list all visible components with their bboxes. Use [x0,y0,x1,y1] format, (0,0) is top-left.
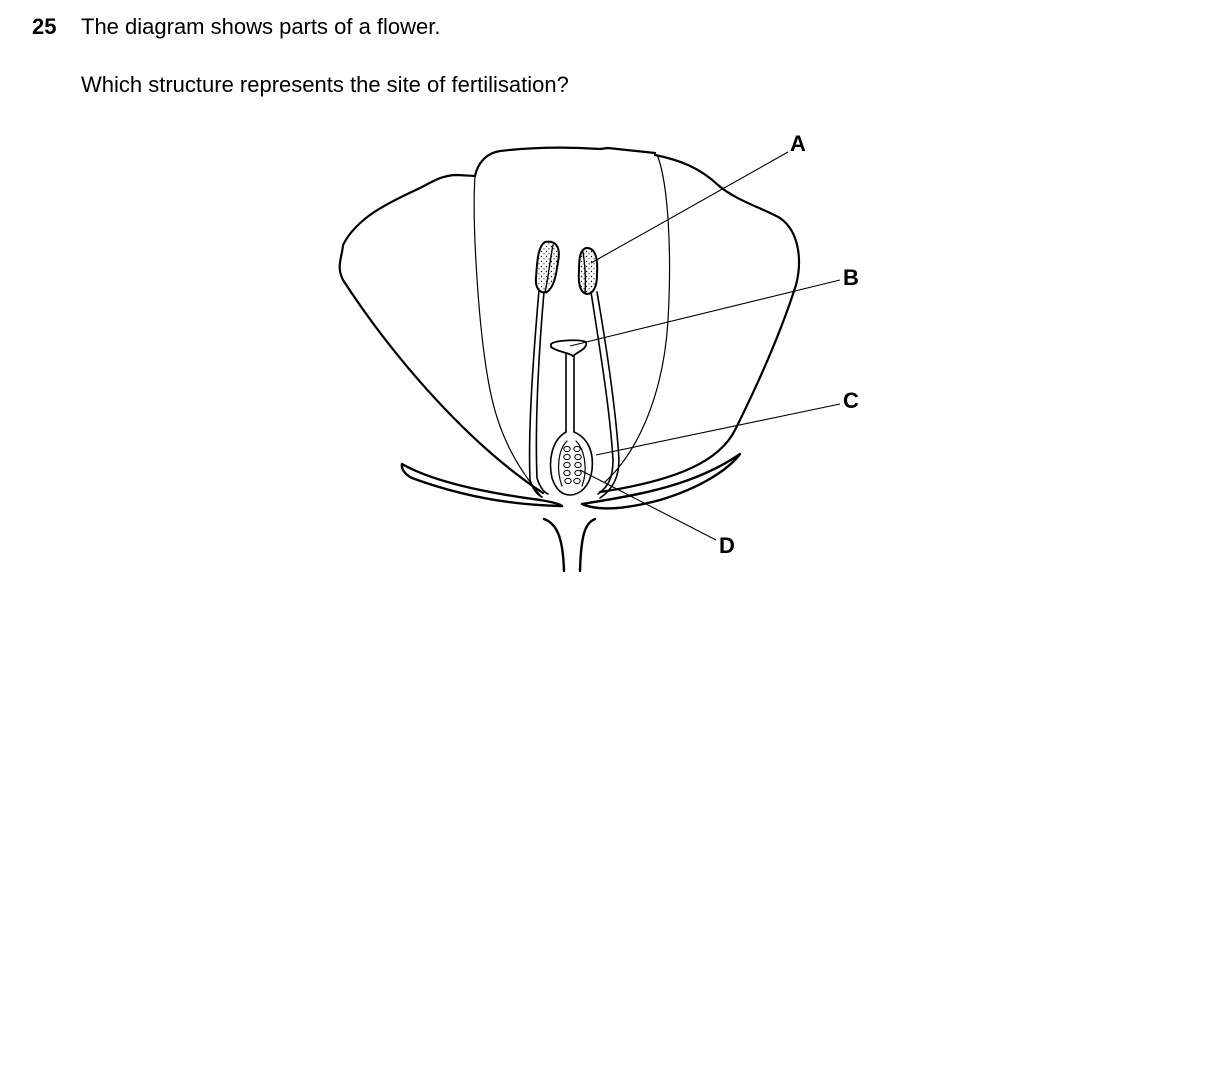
question-prompt: Which structure represents the site of fertilisation? [81,72,569,97]
filament-right [591,292,619,498]
filament-left [530,290,548,497]
question-number: 25 [32,14,57,39]
label-d: D [719,533,735,558]
sepal-left [402,464,562,506]
label-a: A [790,131,806,156]
ovary-wall [551,432,593,495]
petal-outer [340,155,799,493]
question-stem: The diagram shows parts of a flower. [81,14,441,39]
stigma [551,340,586,356]
stalk-right [580,519,595,571]
stalk-left [544,519,564,571]
leader-b [570,280,840,346]
carpel [551,340,593,495]
petal-inner-right-edge [605,157,670,482]
style [566,354,574,432]
leader-c [596,404,840,455]
petals [340,148,799,495]
label-c: C [843,388,859,413]
ovules [564,446,581,483]
anther-right [579,248,597,294]
leader-d [580,470,716,540]
petal-inner [475,148,655,176]
label-b: B [843,265,859,290]
sepals-and-stalk [402,454,740,571]
anther-left [536,242,559,293]
